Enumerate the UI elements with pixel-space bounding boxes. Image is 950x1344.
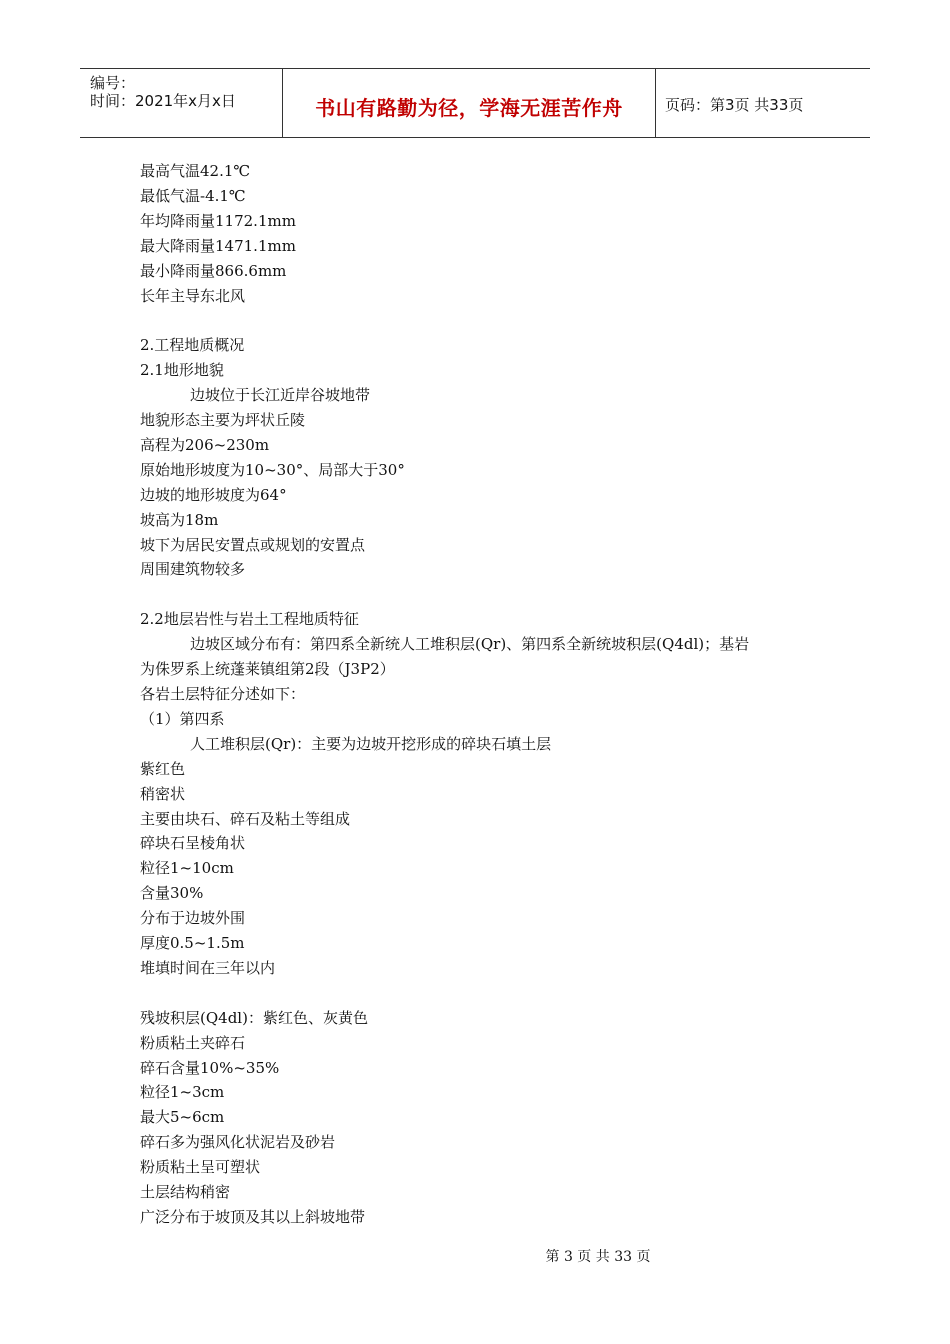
body-line: 坡高为18m (140, 510, 219, 529)
body-line: 高程为206~230m (140, 435, 270, 454)
footer-page-number: 第 3 页 共 33 页 (545, 1249, 651, 1265)
body-line: 年均降雨量1172.1mm (140, 211, 296, 230)
body-line: 地貌形态主要为坪状丘陵 (140, 411, 306, 430)
body-line: 紫红色 (140, 759, 186, 778)
body-line: 最低气温-4.1℃ (140, 186, 246, 205)
body-line: 分布于边坡外围 (140, 909, 246, 928)
body-line: 最大降雨量1471.1mm (140, 236, 296, 255)
blank-line (140, 981, 820, 1006)
blank-line (140, 582, 820, 607)
body-line: 边坡的地形坡度为64° (140, 485, 287, 504)
body-line: 坡下为居民安置点或规划的安置点 (140, 535, 366, 554)
header-page-number: 页码：第3页 共33页 (665, 96, 804, 114)
body-line: 粉质粘土夹碎石 (140, 1033, 246, 1052)
body-line: 为侏罗系上统蓬莱镇组第2段（J3P2） (140, 660, 395, 679)
body-line: 原始地形坡度为10~30°、局部大于30° (140, 460, 405, 479)
header-right-cell (655, 69, 870, 137)
page-footer (0, 1246, 950, 1266)
document-date-label: 时间：2021年x月x日 (90, 92, 236, 110)
body-line: 粒径1~10cm (140, 859, 234, 878)
body-line: 各岩土层特征分述如下： (140, 685, 306, 703)
body-line: 边坡区域分布有：第四系全新统人工堆积层(Qr)、第四系全新统坡积层(Q4dl)；基岩 (190, 635, 750, 654)
body-line: 碎石含量10%~35% (140, 1058, 280, 1077)
body-line: 长年主导东北风 (140, 286, 246, 305)
blank-line (140, 308, 820, 333)
body-line: 含量30% (140, 884, 204, 903)
body-line: 堆填时间在三年以内 (140, 958, 276, 977)
body-line: 广泛分布于坡顶及其以上斜坡地带 (140, 1208, 366, 1227)
body-line: 稍密状 (140, 784, 186, 803)
section-heading: 2.工程地质概况 (140, 336, 245, 355)
subsection-heading: 2.1地形地貌 (140, 361, 224, 380)
body-line: 最高气温42.1℃ (140, 162, 251, 180)
body-line: 厚度0.5~1.5m (140, 934, 245, 953)
document-body (140, 159, 820, 1230)
body-line: 碎块石呈棱角状 (140, 834, 246, 853)
body-line: 碎石多为强风化状泥岩及砂岩 (140, 1133, 336, 1152)
body-line: 残坡积层(Q4dl)：紫红色、灰黄色 (140, 1008, 368, 1027)
header-left-cell (80, 69, 282, 137)
body-line: 粒径1~3cm (140, 1083, 225, 1102)
body-line: 最大5~6cm (140, 1108, 225, 1127)
body-line: 粉质粘土呈可塑状 (140, 1158, 261, 1177)
body-line: 土层结构稍密 (140, 1183, 231, 1202)
body-line: 周围建筑物较多 (140, 560, 246, 579)
page-header (80, 68, 870, 138)
body-line: 主要由块石、碎石及粘土等组成 (140, 809, 351, 828)
body-line: 最小降雨量866.6mm (140, 261, 287, 280)
header-middle-cell (282, 69, 656, 137)
subsection-heading: 2.2地层岩性与岩土工程地质特征 (140, 610, 359, 629)
document-code-label: 编号： (90, 74, 136, 92)
header-motto: 书山有路勤为径，学海无涯苦作舟 (315, 96, 623, 120)
body-line: 边坡位于长江近岸谷坡地带 (190, 386, 371, 405)
list-heading: （1）第四系 (140, 709, 225, 728)
body-line: 人工堆积层(Qr)：主要为边坡开挖形成的碎块石填土层 (190, 734, 552, 753)
